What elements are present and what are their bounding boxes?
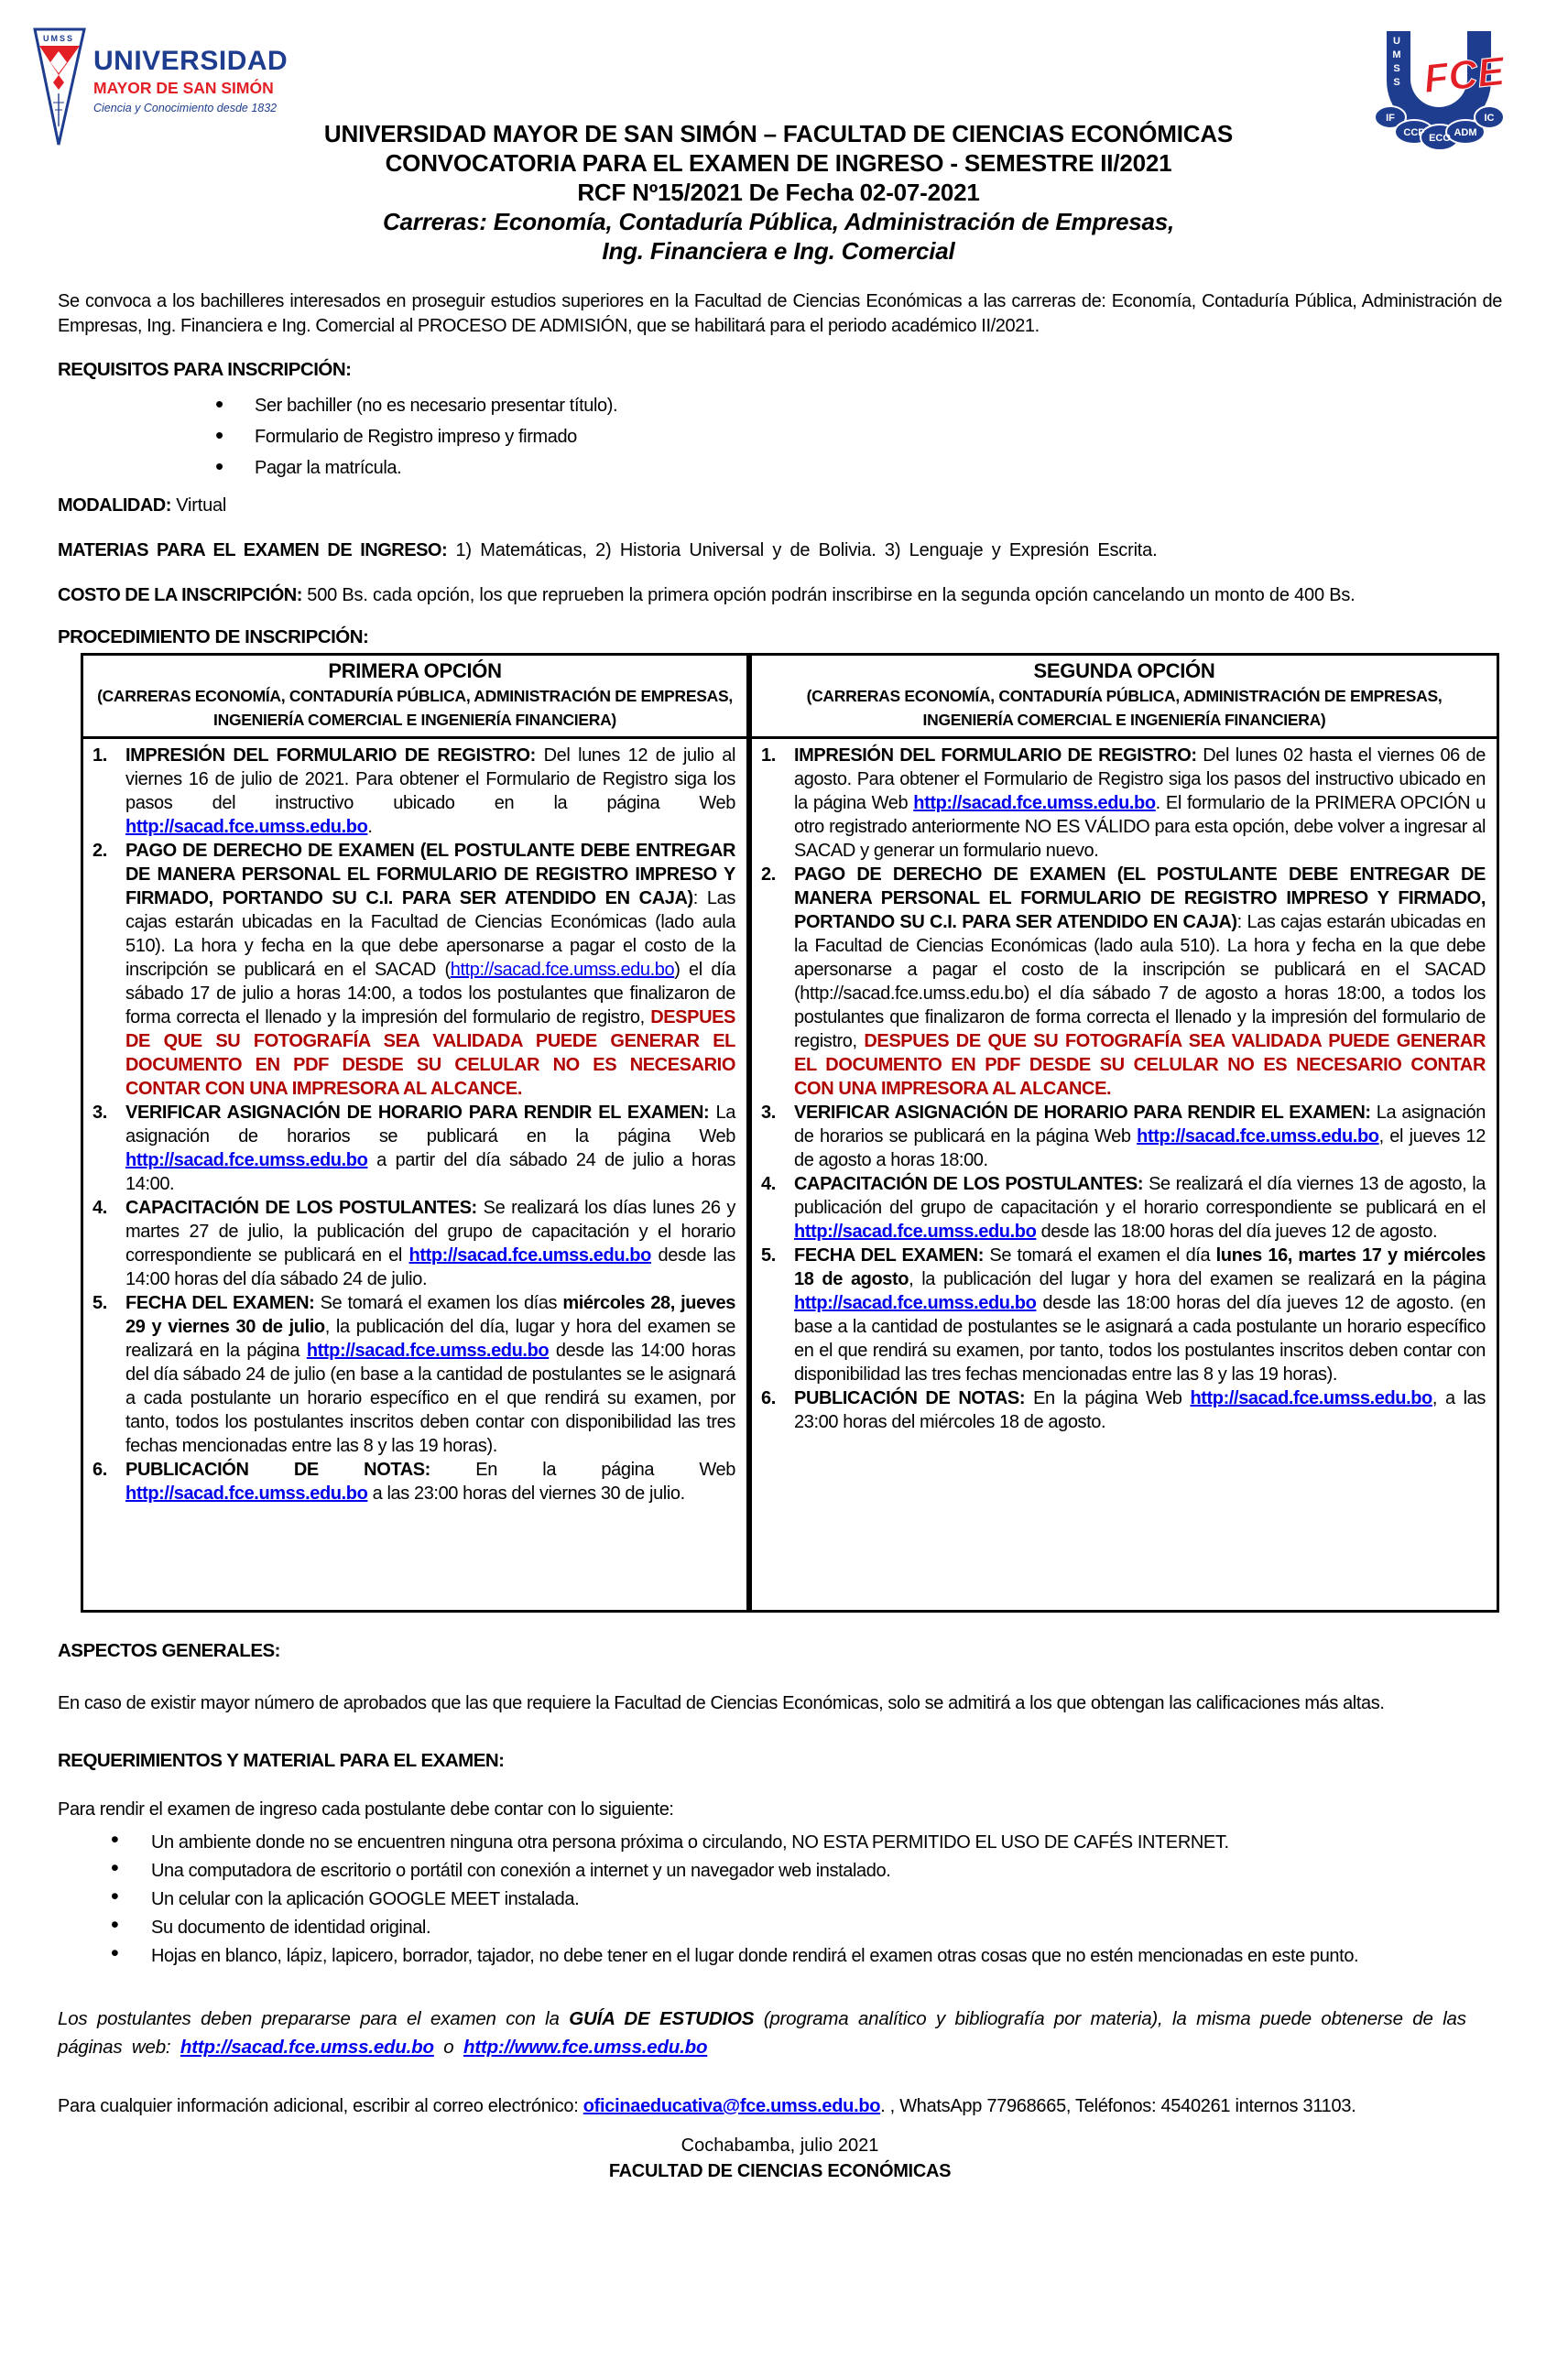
title-convocatoria: CONVOCATORIA PARA EL EXAMEN DE INGRESO - SEMESTRE II/2021 (385, 149, 1172, 177)
primera-opcion-steps (83, 739, 746, 1515)
step-text (794, 863, 1486, 1101)
column-title: PRIMERA OPCIÓN (328, 659, 502, 682)
text-segment: desde las 14:00 horas del día sábado 24 de julio (en base a la cantidad de postulantes se le asignará a cada postulante un horario específico en el que rendirá su examen, por tanto, todos los postulantes inscritos deben contar con disponibilidad las tres fechas mencionadas entre las 8 y las 19 horas). (125, 1341, 735, 1456)
umss-pennant-acronym: UMSS (42, 34, 75, 43)
text-segment: PAGO DE DERECHO DE EXAMEN (EL POSTULANTE DEBE ENTREGAR DE MANERA PERSONAL EL FORMULARIO DE REGISTRO IMPRESO Y FIRMADO, PORTANDO SU C.I. PARA SER ATENDIDO EN CAJA) (794, 864, 1486, 932)
fce-letters: FCE (1421, 49, 1507, 103)
text-segment: , la publicación del día, lugar y hora del examen se realizará en la página (125, 1317, 735, 1361)
list-item: • Su documento de identidad original. (58, 1917, 1502, 1940)
procedure-step (756, 1172, 1486, 1244)
text-segment: Del lunes 12 de julio al viernes 16 de julio de 2021. Para obtener el Formulario de Registro siga los pasos del instructivo ubicado en la página Web (125, 745, 735, 813)
procedure-step (87, 1101, 735, 1196)
text-segment: Del lunes 02 hasta el viernes 06 de agosto. Para obtener el Formulario de Registro siga los pasos del instructivo ubicado en la página Web (794, 745, 1486, 813)
text-segment: (programa analítico y bibliografía por materia), la misma puede obtenerse de las páginas web: (58, 2008, 1466, 2058)
costo-value: 500 Bs. cada opción, los que reprueben la primera opción podrán inscribirse en la segunda opción cancelando un monto de 400 Bs. (307, 585, 1356, 605)
text-segment: desde las 18:00 horas del día jueves 12 de agosto. (1036, 1222, 1438, 1242)
link[interactable]: http://sacad.fce.umss.edu.bo (306, 1341, 550, 1361)
primera-opcion-header (83, 656, 746, 739)
primera-opcion-column (81, 653, 749, 1613)
step-text (125, 1101, 735, 1196)
text-segment: CAPACITACIÓN DE LOS POSTULANTES: (125, 1198, 484, 1218)
text-segment: VERIFICAR ASIGNACIÓN DE HORARIO PARA RENDIR EL EXAMEN: (794, 1103, 1377, 1123)
procedure-step (756, 1101, 1486, 1172)
step-number: 1. (93, 745, 107, 766)
requisitos-heading: REQUISITOS PARA INSCRIPCIÓN: (58, 359, 352, 380)
fce-logo (1370, 26, 1509, 161)
text-segment: GUÍA DE ESTUDIOS (569, 2008, 764, 2029)
step-number: 6. (93, 1460, 107, 1480)
text-segment: . , WhatsApp 77968665, Teléfonos: 4540261 internos 31103. (880, 2096, 1356, 2116)
umss-logo (27, 26, 302, 152)
link[interactable]: http://sacad.fce.umss.edu.bo (794, 1222, 1037, 1242)
step-text (125, 1196, 735, 1291)
text-segment: : Las cajas estarán ubicadas en la Facultad de Ciencias Económicas (lado aula 510). La hora y fecha en la que debe apersonarse a pagar el costo de la inscripción se publicará en el SACAD ( (125, 888, 735, 980)
text-segment: Los postulantes deben prepararse para el examen con la (58, 2008, 570, 2029)
text-segment: lunes 16, martes 17 y miércoles 18 de agosto (794, 1245, 1486, 1289)
link[interactable]: http://sacad.fce.umss.edu.bo (1190, 1388, 1432, 1408)
text-segment: Se realizará el día viernes 13 de agosto, la publicación del grupo de capacitación y el horario correspondiente se publicará en el (794, 1174, 1486, 1218)
text-segment: ) el día sábado 17 de julio a horas 14:00, a todos los postulantes que finalizaron de forma correcta el llenado y la impresión del formulario de registro, (125, 960, 735, 1027)
step-number: 2. (93, 841, 107, 861)
footer-city-date: Cochabamba, julio 2021 (681, 2135, 879, 2156)
aspectos-heading: ASPECTOS GENERALES: (58, 1640, 280, 1661)
step-text (125, 1291, 735, 1458)
procedimiento-heading: PROCEDIMIENTO DE INSCRIPCIÓN: (58, 626, 369, 647)
text-segment: Se tomará el examen los días (320, 1293, 563, 1313)
link[interactable]: http://sacad.fce.umss.edu.bo (794, 1293, 1037, 1313)
text-segment: CAPACITACIÓN DE LOS POSTULANTES: (794, 1174, 1149, 1194)
requerimientos-lead: Para rendir el examen de ingreso cada postulante debe contar con lo siguiente: (58, 1799, 674, 1820)
modalidad-label: MODALIDAD: (58, 495, 171, 516)
procedure-step (87, 1291, 735, 1458)
list-item: • Un celular con la aplicación GOOGLE MEET instalada. (58, 1888, 1502, 1911)
step-number: 3. (93, 1103, 107, 1123)
list-item: • Ser bachiller (no es necesario presentar título). (58, 394, 1502, 418)
text-segment: FECHA DEL EXAMEN: (125, 1293, 321, 1313)
materias-line (58, 540, 1502, 561)
text-segment: . El formulario de la PRIMERA OPCIÓN u otro registrado anteriormente NO ES VÁLIDO para esta opción, debe volver a ingresar al SACAD y generar un formulario nuevo. (794, 793, 1486, 861)
text-segment: , la publicación del lugar y hora del examen se realizará en la página (909, 1269, 1486, 1289)
text-segment: IMPRESIÓN DEL FORMULARIO DE REGISTRO: (125, 745, 544, 766)
fce-oval-ic: IC (1484, 113, 1495, 124)
step-text (794, 744, 1486, 863)
link[interactable]: oficinaeducativa@fce.umss.edu.bo (583, 2096, 881, 2116)
list-item: • Formulario de Registro impreso y firmado (58, 425, 1502, 450)
segunda-opcion-header (752, 656, 1497, 739)
title-carreras-line2: Ing. Financiera e Ing. Comercial (602, 237, 955, 265)
text-segment: Se tomará el examen el día (989, 1245, 1216, 1266)
step-number: 2. (761, 864, 776, 885)
link[interactable]: http://www.fce.umss.edu.bo (463, 2037, 708, 2058)
text-segment: DESPUES DE QUE SU FOTOGRAFÍA SEA VALIDADA PUEDE GENERAR EL DOCUMENTO EN PDF DESDE SU CELULAR NO ES NECESARIO CONTAR CON UNA IMPRESORA AL ALCANCE. (794, 1031, 1486, 1099)
text-segment: DESPUES DE QUE SU FOTOGRAFÍA SEA VALIDADA PUEDE GENERAR EL DOCUMENTO EN PDF DESDE SU CELULAR NO ES NECESARIO CONTAR CON UNA IMPRESORA AL ALCANCE. (125, 1007, 735, 1099)
link[interactable]: http://sacad.fce.umss.edu.bo (408, 1245, 651, 1266)
procedure-step (87, 839, 735, 1101)
link[interactable]: http://sacad.fce.umss.edu.bo (1137, 1126, 1379, 1147)
fce-oval-adm: ADM (1454, 127, 1477, 138)
link[interactable]: http://sacad.fce.umss.edu.bo (125, 1483, 368, 1504)
text-segment: Para cualquier información adicional, escribir al correo electrónico: (58, 2096, 583, 2116)
step-text (125, 744, 735, 839)
fce-vertical-acronym: UMSS (1391, 36, 1402, 91)
step-number: 4. (761, 1174, 776, 1194)
step-number: 3. (761, 1103, 776, 1123)
modalidad-value: Virtual (176, 495, 227, 516)
text-segment: Se realizará los días lunes 26 y martes 27 de julio, la publicación del grupo de capacitación y el horario correspondiente se publicará en el (125, 1198, 735, 1266)
fce-oval-eco: ECO (1429, 133, 1451, 144)
step-text (794, 1244, 1486, 1386)
link[interactable]: http://sacad.fce.umss.edu.bo (913, 793, 1156, 813)
text-segment: VERIFICAR ASIGNACIÓN DE HORARIO PARA RENDIR EL EXAMEN: (125, 1103, 716, 1123)
link[interactable]: http://sacad.fce.umss.edu.bo (125, 817, 368, 837)
umss-pennant-icon (27, 26, 302, 152)
fce-oval-if: IF (1386, 113, 1395, 124)
document-body (0, 289, 1557, 2184)
procedure-step (87, 744, 735, 839)
umss-logo-tagline: Ciencia y Conocimiento desde 1832 (93, 102, 278, 114)
step-text (125, 1458, 735, 1505)
text-segment: a las 23:00 horas del viernes 30 de julio. (367, 1483, 685, 1504)
step-number: 5. (761, 1245, 776, 1266)
text-segment: FECHA DEL EXAMEN: (794, 1245, 990, 1266)
list-item: • Hojas en blanco, lápiz, lapicero, borrador, tajador, no debe tener en el lugar donde rendirá el examen otras cosas que no estén mencionadas en este punto. (58, 1945, 1502, 1968)
requerimientos-list (58, 1831, 1502, 1968)
contact-paragraph (58, 2092, 1502, 2120)
step-text (794, 1172, 1486, 1244)
step-number: 6. (761, 1388, 776, 1408)
step-text (794, 1386, 1486, 1434)
footer-faculty: FACULTAD DE CIENCIAS ECONÓMICAS (608, 2161, 952, 2181)
link[interactable]: http://sacad.fce.umss.edu.bo (125, 1150, 368, 1170)
costo-line (58, 581, 1502, 610)
text-segment: desde las 18:00 horas del día jueves 12 de agosto. (en base a la cantidad de postulantes se le asignará a cada postulante un horario específico en el que rendirá su examen, por tanto, todos los postulantes inscritos deben contar con disponibilidad las tres fechas mencionadas entre las 8 y las 19 horas). (794, 1293, 1486, 1385)
column-title: SEGUNDA OPCIÓN (1033, 659, 1215, 682)
guia-paragraph (58, 2005, 1502, 2061)
step-text (125, 839, 735, 1101)
segunda-opcion-column (749, 653, 1499, 1613)
column-subtitle: (CARRERAS ECONOMÍA, CONTADURÍA PÚBLICA, ADMINISTRACIÓN DE EMPRESAS, INGENIERÍA COMERCIAL E INGENIERÍA FINANCIERA) (806, 687, 1443, 729)
text-segment: La asignación de horarios se publicará en la página Web (125, 1103, 735, 1147)
title-university-faculty: UNIVERSIDAD MAYOR DE SAN SIMÓN – FACULTAD DE CIENCIAS ECONÓMICAS (323, 120, 1234, 147)
list-item: • Pagar la matrícula. (58, 456, 1502, 481)
modalidad-line (58, 495, 1502, 516)
requerimientos-heading: REQUERIMIENTOS Y MATERIAL PARA EL EXAMEN: (58, 1750, 505, 1771)
text-segment: PAGO DE DERECHO DE EXAMEN (EL POSTULANTE DEBE ENTREGAR DE MANERA PERSONAL EL FORMULARIO DE REGISTRO IMPRESO Y FIRMADO, PORTANDO SU C.I. PARA SER ATENDIDO EN CAJA) (125, 841, 735, 908)
materias-value: 1) Matemáticas, 2) Historia Universal y de Bolivia. 3) Lenguaje y Expresión Escrita. (455, 540, 1158, 560)
text-segment: IMPRESIÓN DEL FORMULARIO DE REGISTRO: (794, 745, 1203, 766)
procedure-step (87, 1458, 735, 1505)
requisitos-list (58, 394, 1502, 481)
list-item: • Un ambiente donde no se encuentren ninguna otra persona próxima o circulando, NO ESTA PERMITIDO EL USO DE CAFÉS INTERNET. (58, 1831, 1502, 1854)
text-segment: , a las 23:00 horas del miércoles 18 de agosto. (794, 1388, 1486, 1432)
umss-logo-subname: MAYOR DE SAN SIMÓN (93, 79, 274, 97)
link[interactable]: http://sacad.fce.umss.edu.bo (180, 2037, 434, 2058)
text-segment: En la página Web (475, 1460, 735, 1480)
list-item: • Una computadora de escritorio o portátil con conexión a internet y un navegador web instalado. (58, 1860, 1502, 1883)
column-subtitle: (CARRERAS ECONOMÍA, CONTADURÍA PÚBLICA, ADMINISTRACIÓN DE EMPRESAS, INGENIERÍA COMERCIAL E INGENIERÍA FINANCIERA) (97, 687, 733, 729)
text-segment: . (367, 817, 373, 837)
title-carreras-line1: Carreras: Economía, Contaduría Pública, Administración de Empresas, (382, 208, 1175, 235)
aspectos-paragraph: En caso de existir mayor número de aprobados que las que requiere la Facultad de Ciencias Económicas, solo se admitirá a los que obtengan las calificaciones más altas. (58, 1693, 1385, 1713)
procedure-step (87, 1196, 735, 1291)
fce-oval-ccp: CCP (1403, 127, 1425, 138)
link[interactable]: http://sacad.fce.umss.edu.bo (450, 960, 675, 980)
text-segment: miércoles 28, jueves 29 y viernes 30 de julio (125, 1293, 735, 1337)
step-number: 5. (93, 1293, 107, 1313)
procedure-step (756, 744, 1486, 863)
procedure-step (756, 1386, 1486, 1434)
procedure-step (756, 1244, 1486, 1386)
intro-paragraph: Se convoca a los bachilleres interesados en proseguir estudios superiores en la Facultad de Ciencias Económicas a las carreras de: Economía, Contaduría Pública, Administración de Empresas, Ing. Financiera e Ing. Comercial al PROCESO DE ADMISIÓN, que se habilitará para el periodo académico II/2021. (58, 291, 1502, 336)
segunda-opcion-steps (752, 739, 1497, 1443)
text-segment: PUBLICACIÓN DE NOTAS: (794, 1388, 1034, 1408)
umss-logo-name: UNIVERSIDAD (93, 46, 289, 76)
materias-label: MATERIAS PARA EL EXAMEN DE INGRESO: (58, 540, 448, 560)
step-number: 1. (761, 745, 776, 766)
text-segment: a partir del día sábado 24 de julio a horas 14:00. (125, 1150, 735, 1194)
costo-label: COSTO DE LA INSCRIPCIÓN: (58, 585, 302, 605)
procedure-table (81, 653, 1502, 1613)
text-segment: : Las cajas estarán ubicadas en la Facultad de Ciencias Económicas (lado aula 510). La hora y fecha en la que debe apersonarse a pagar el costo de la inscripción se publicará en el SACAD (http://sacad.fce.umss.edu.bo) el día sábado 7 de agosto a horas 18:00, a todos los postulantes que finalizaron de forma correcta el llenado y la impresión del formulario de registro, (794, 912, 1486, 1051)
text-segment: desde las 14:00 horas del día sábado 24 de julio. (125, 1245, 735, 1289)
procedure-step (756, 863, 1486, 1101)
title-resolution: RCF Nº15/2021 De Fecha 02-07-2021 (577, 179, 980, 206)
text-segment: En la página Web (1033, 1388, 1191, 1408)
step-text (794, 1101, 1486, 1172)
text-segment: o (433, 2037, 464, 2058)
text-segment: , el jueves 12 de agosto a horas 18:00. (794, 1126, 1486, 1170)
text-segment: PUBLICACIÓN DE NOTAS: (125, 1460, 476, 1480)
step-number: 4. (93, 1198, 107, 1218)
text-segment: La asignación de horarios se publicará en la página Web (794, 1103, 1486, 1147)
